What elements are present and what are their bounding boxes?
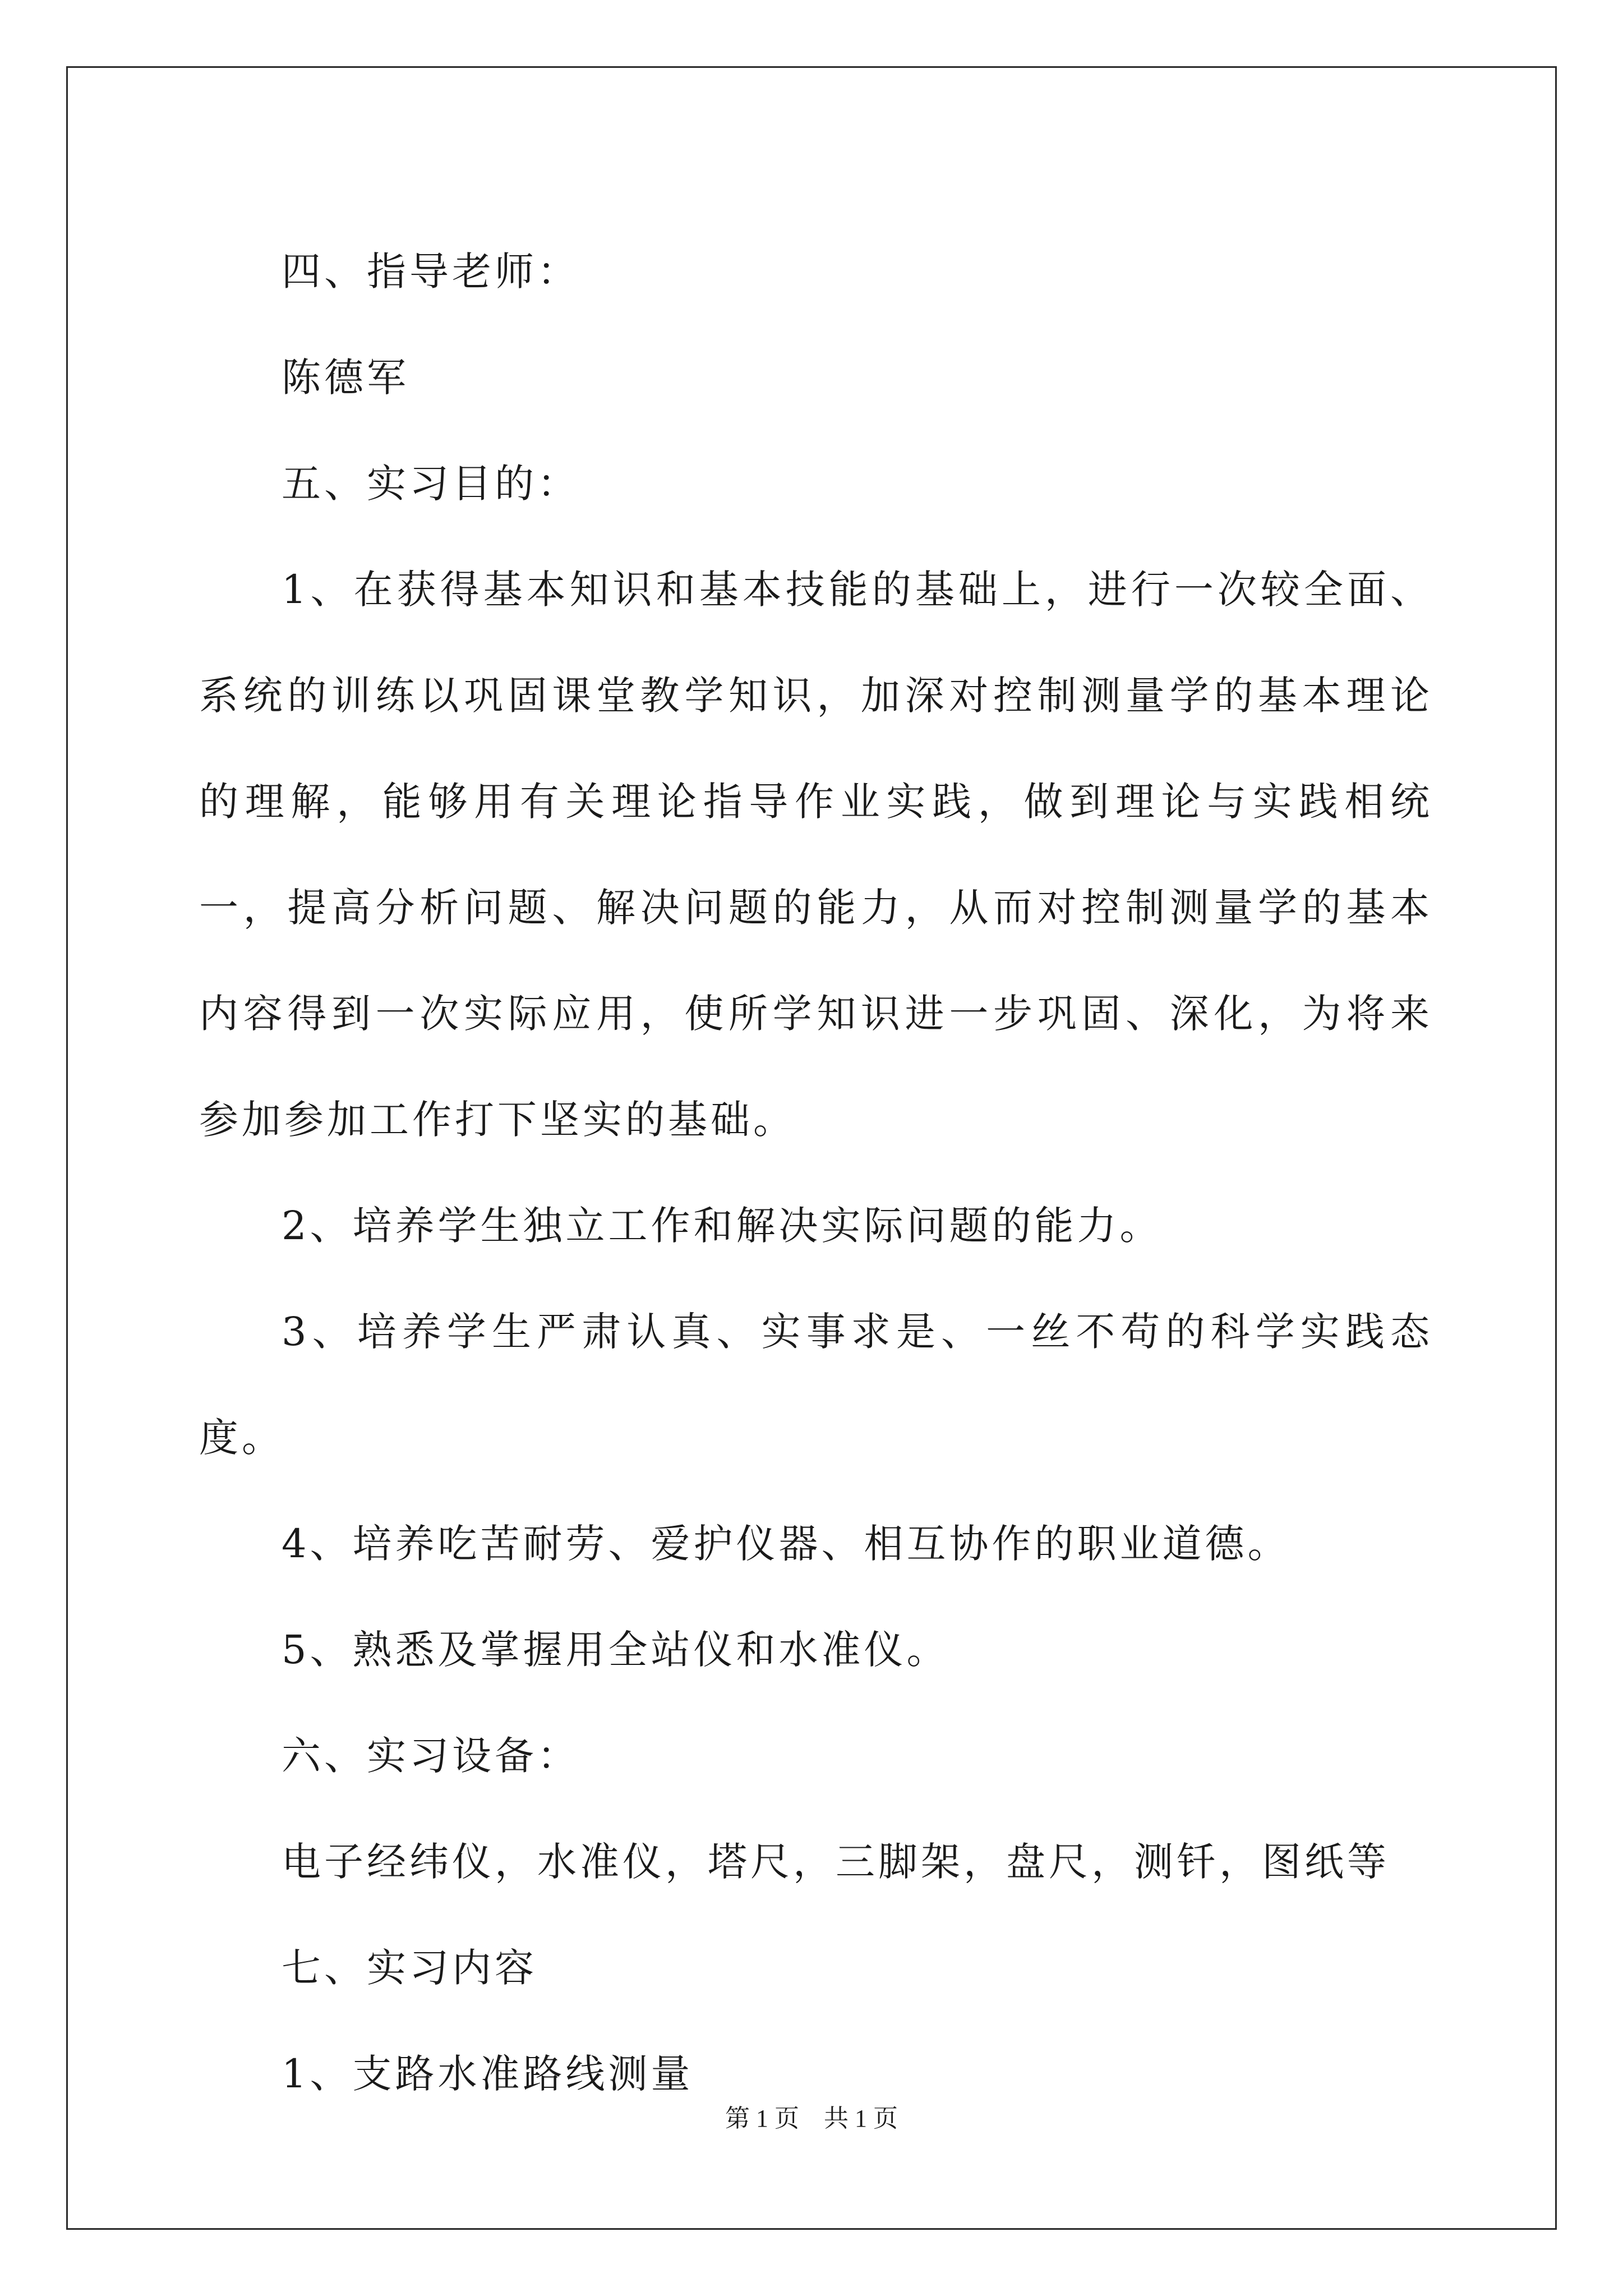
page-number-footer: 第 1 页 共 1 页	[725, 2105, 898, 2132]
section-heading-content: 七、实习内容	[282, 1945, 537, 1991]
section-heading-purpose: 五、实习目的：	[282, 461, 580, 507]
content-item-1: 1、支路水准路线测量	[282, 2051, 694, 2097]
section-heading-equipment: 六、实习设备：	[282, 1733, 580, 1779]
purpose-item-4: 4、培养吃苦耐劳、爱护仪器、相互协作的职业道德。	[282, 1521, 1290, 1567]
document-body	[199, 219, 1433, 2127]
equipment-list: 电子经纬仪，水准仪，塔尺，三脚架，盘尺，测钎，图纸等	[282, 1839, 1390, 1885]
section-heading-advisor: 四、指导老师：	[282, 249, 580, 295]
purpose-item-3: 3、培养学生严肃认真、实事求是、一丝不苟的科学实践态度。	[199, 1309, 1433, 1461]
purpose-item-2: 2、培养学生独立工作和解决实际问题的能力。	[282, 1203, 1163, 1249]
purpose-item-5: 5、熟悉及掌握用全站仪和水准仪。	[282, 1627, 949, 1673]
purpose-item-1: 1、在获得基本知识和基本技能的基础上，进行一次较全面、系统的训练以巩固课堂教学知识，加深对控制测量学的基本理论的理解，能够用有关理论指导作业实践，做到理论与实践相统一，提高分析问题、解决问题的能力，从而对控制测量学的基本内容得到一次实际应用，使所学知识进一步巩固、深化，为将来参加参加工作打下坚实的基础。	[199, 567, 1433, 1143]
advisor-name: 陈德军	[282, 355, 409, 401]
